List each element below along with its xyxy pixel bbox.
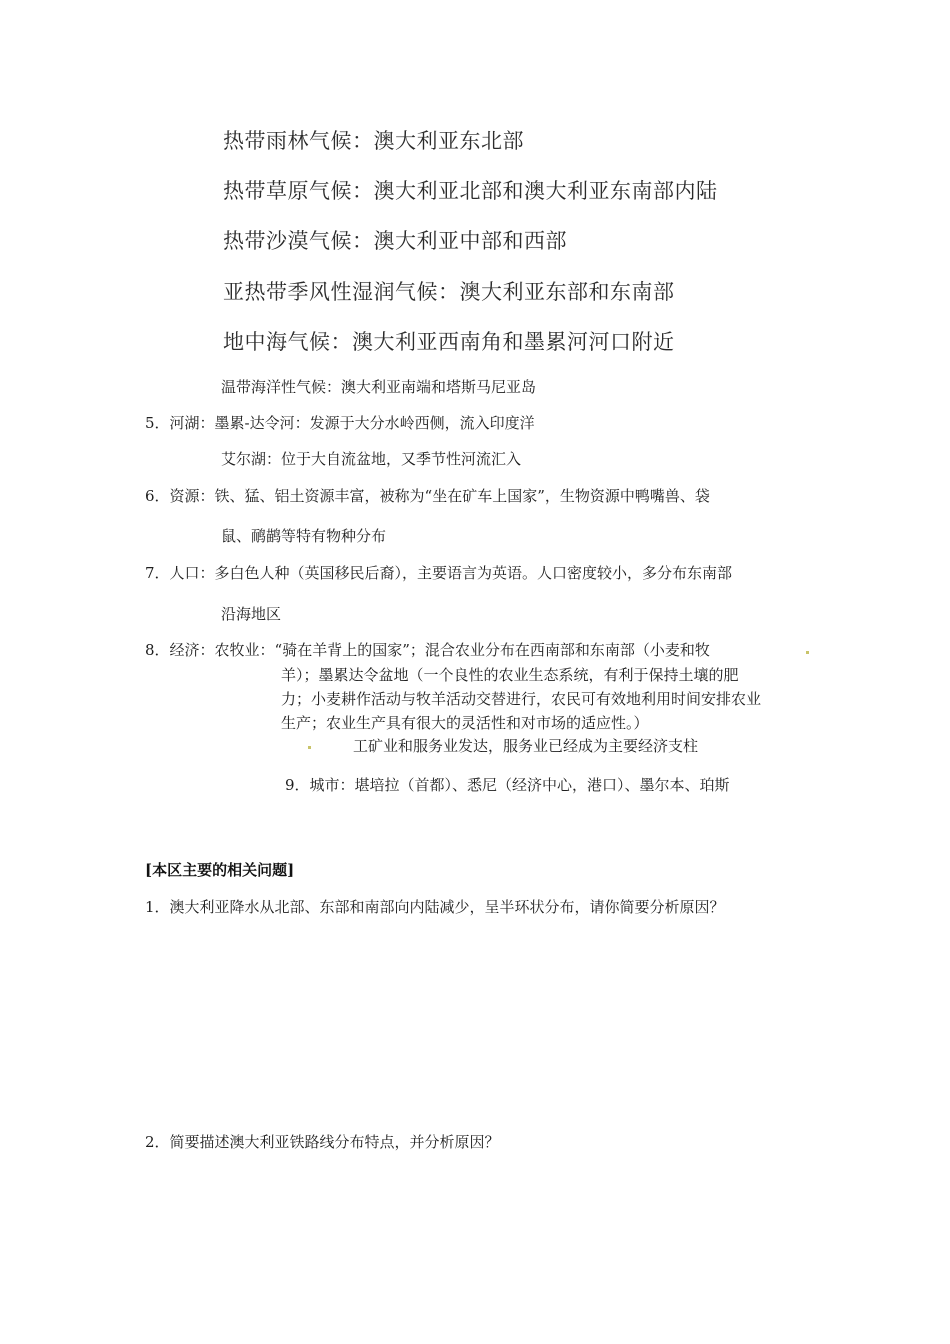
economy-line-4: 生产；农业生产具有很大的灵活性和对市场的适应性。）	[281, 714, 649, 732]
economy-line-2: 羊）；墨累达令盆地（一个良性的农业生态系统，有利于保持土壤的肥	[281, 666, 739, 684]
climate-line-tropical-savanna: 热带草原气候：澳大利亚北部和澳大利亚东南部内陆	[223, 179, 718, 203]
climate-line-temperate-maritime: 温带海洋性气候：澳大利亚南端和塔斯马尼亚岛	[221, 378, 537, 396]
climate-line-tropical-rainforest: 热带雨林气候：澳大利亚东北部	[223, 129, 524, 153]
economy-line-3: 力；小麦耕作活动与牧羊活动交替进行，农民可有效地利用时间安排农业	[281, 690, 762, 708]
stray-dot-mark	[308, 746, 311, 749]
climate-line-mediterranean: 地中海气候：澳大利亚西南角和墨累河河口附近	[223, 330, 675, 354]
question-2: 2．简要描述澳大利亚铁路线分布特点，并分析原因？	[145, 1133, 500, 1151]
questions-heading: [本区主要的相关问题]	[145, 861, 295, 879]
climate-line-subtropical-monsoon: 亚热带季风性湿润气候：澳大利亚东部和东南部	[223, 280, 675, 304]
question-1: 1．澳大利亚降水从北部、东部和南部向内陆减少，呈半环状分布，请你简要分析原因？	[145, 898, 725, 916]
economy-line-5: 工矿业和服务业发达，服务业已经成为主要经济支柱	[353, 737, 699, 755]
economy-line-1: 8．经济：农牧业：“骑在羊背上的国家”；混合农业分布在西南部和东南部（小麦和牧	[145, 641, 710, 659]
rivers-line-2: 艾尔湖：位于大自流盆地，又季节性河流汇入	[221, 450, 522, 468]
population-line-1: 7．人口：多白色人种（英国移民后裔），主要语言为英语。人口密度较小，多分布东南部	[145, 564, 733, 582]
population-line-2: 沿海地区	[221, 605, 282, 623]
resources-line-2: 鼠、鸸鹋等特有物种分布	[221, 527, 387, 545]
rivers-line-1: 5．河湖：墨累-达令河：发源于大分水岭西侧，流入印度洋	[145, 414, 535, 432]
resources-line-1: 6．资源：铁、猛、铝土资源丰富，被称为“坐在矿车上国家”，生物资源中鸭嘴兽、袋	[145, 487, 710, 505]
stray-dot-mark	[806, 651, 809, 654]
climate-line-tropical-desert: 热带沙漠气候：澳大利亚中部和西部	[223, 229, 567, 253]
cities-line: 9．城市：堪培拉（首都）、悉尼（经济中心，港口）、墨尔本、珀斯	[285, 776, 730, 794]
